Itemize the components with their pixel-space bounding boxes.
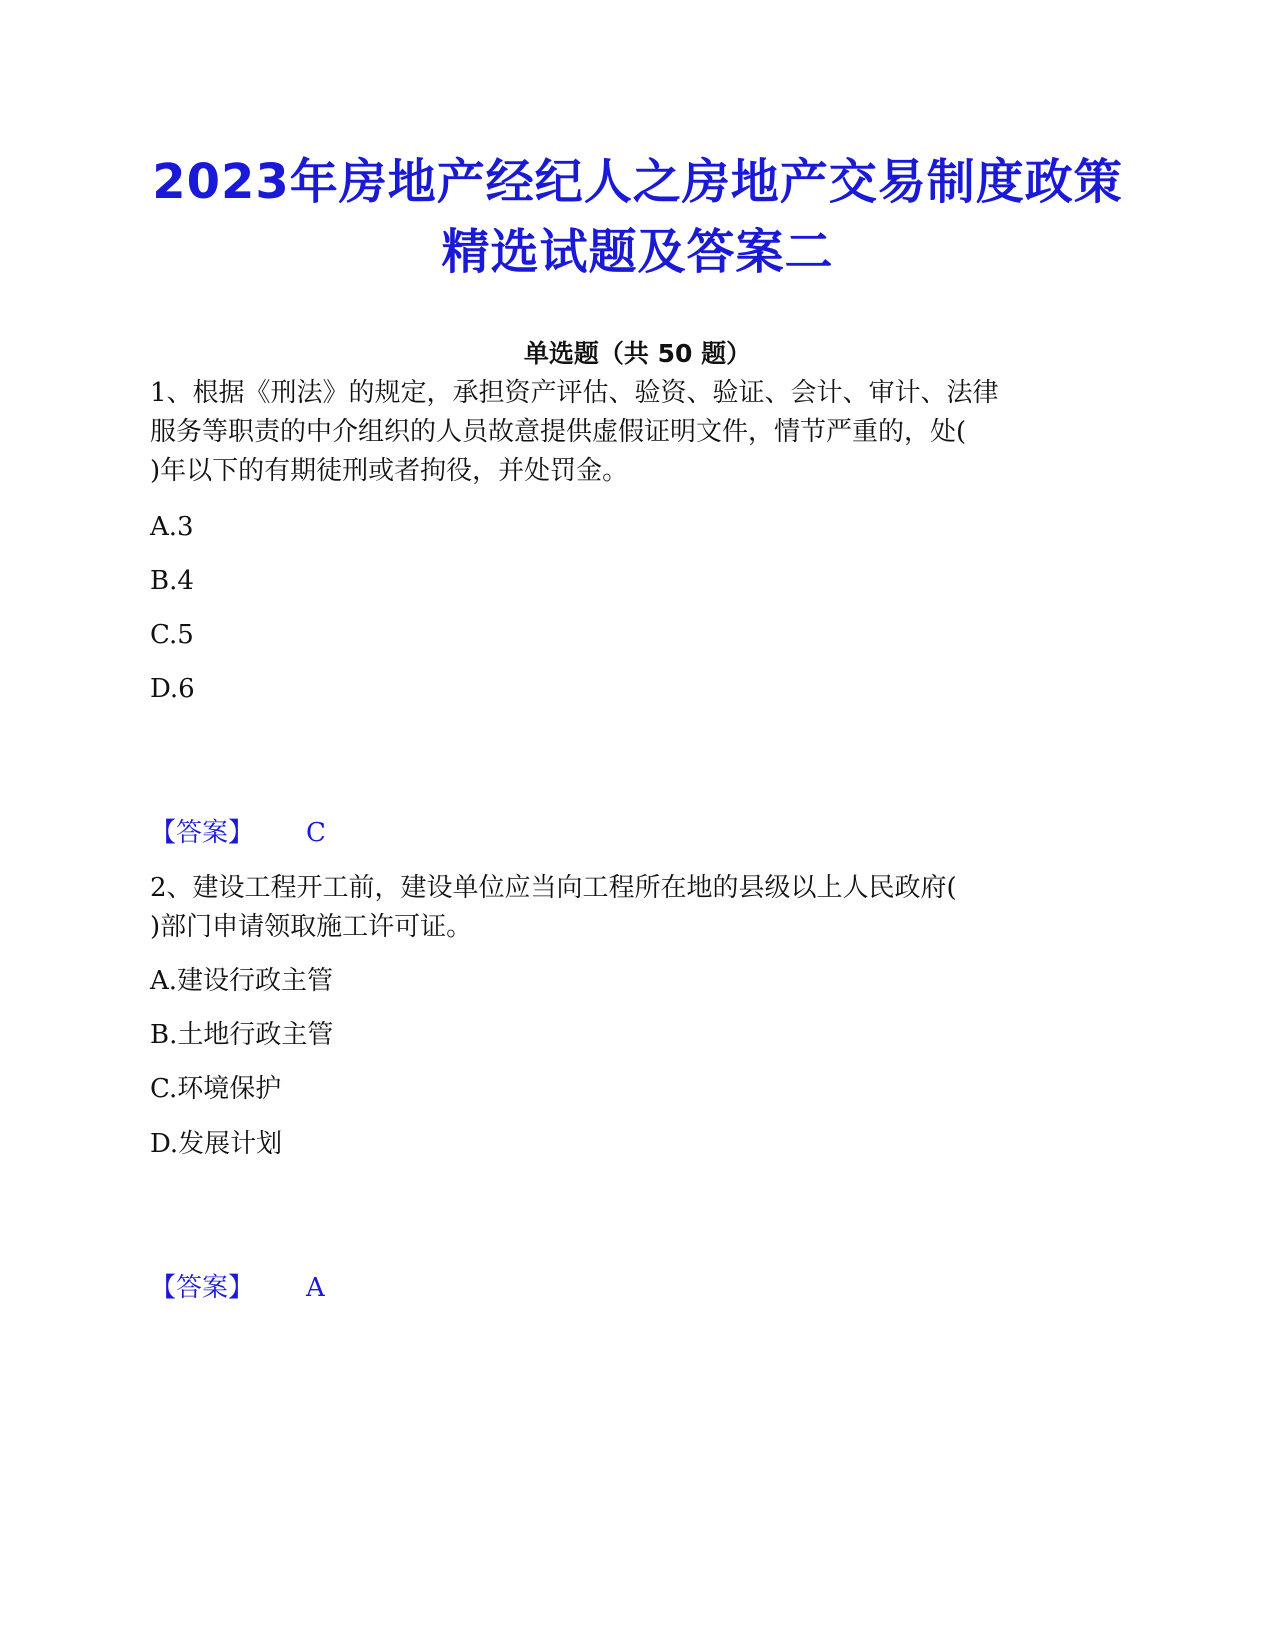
document-title-line-2: 精选试题及答案二 xyxy=(441,224,834,280)
question-2-option-b: B.土地行政主管 xyxy=(150,1020,334,1050)
question-1-option-b: B.4 xyxy=(150,566,194,596)
question-2-stem xyxy=(150,869,1110,947)
question-2-option-c: C.环境保护 xyxy=(150,1074,282,1104)
section-heading: 单选题（共 50 题） xyxy=(523,339,752,368)
document-title-line-1: 2023年房地产经纪人之房地产交易制度政策 xyxy=(152,154,1123,210)
answer-label: 【答案】 xyxy=(150,818,255,848)
question-1-stem-line-2: 服务等职责的中介组织的人员故意提供虚假证明文件，情节严重的，处( xyxy=(150,417,967,447)
question-2-answer xyxy=(150,1270,325,1306)
question-2-stem-line-2: )部门申请领取施工许可证。 xyxy=(150,912,473,942)
question-1-option-c: C.5 xyxy=(150,620,194,650)
answer-value: A xyxy=(306,1273,325,1303)
question-1-stem xyxy=(150,374,1110,491)
question-2-option-d: D.发展计划 xyxy=(150,1129,283,1159)
answer-label: 【答案】 xyxy=(150,1273,255,1303)
question-1-stem-line-3: )年以下的有期徒刑或者拘役，并处罚金。 xyxy=(150,456,629,486)
question-1-stem-line-1: 1、根据《刑法》的规定，承担资产评估、验资、验证、会计、审计、法律 xyxy=(150,378,999,408)
question-1-option-d: D.6 xyxy=(150,674,195,704)
answer-value: C xyxy=(306,818,326,848)
question-2-stem-line-1: 2、建设工程开工前，建设单位应当向工程所在地的县级以上人民政府( xyxy=(150,873,957,903)
question-2-option-a: A.建设行政主管 xyxy=(150,966,334,996)
question-1-option-a: A.3 xyxy=(150,512,194,542)
question-1-answer xyxy=(150,815,326,851)
